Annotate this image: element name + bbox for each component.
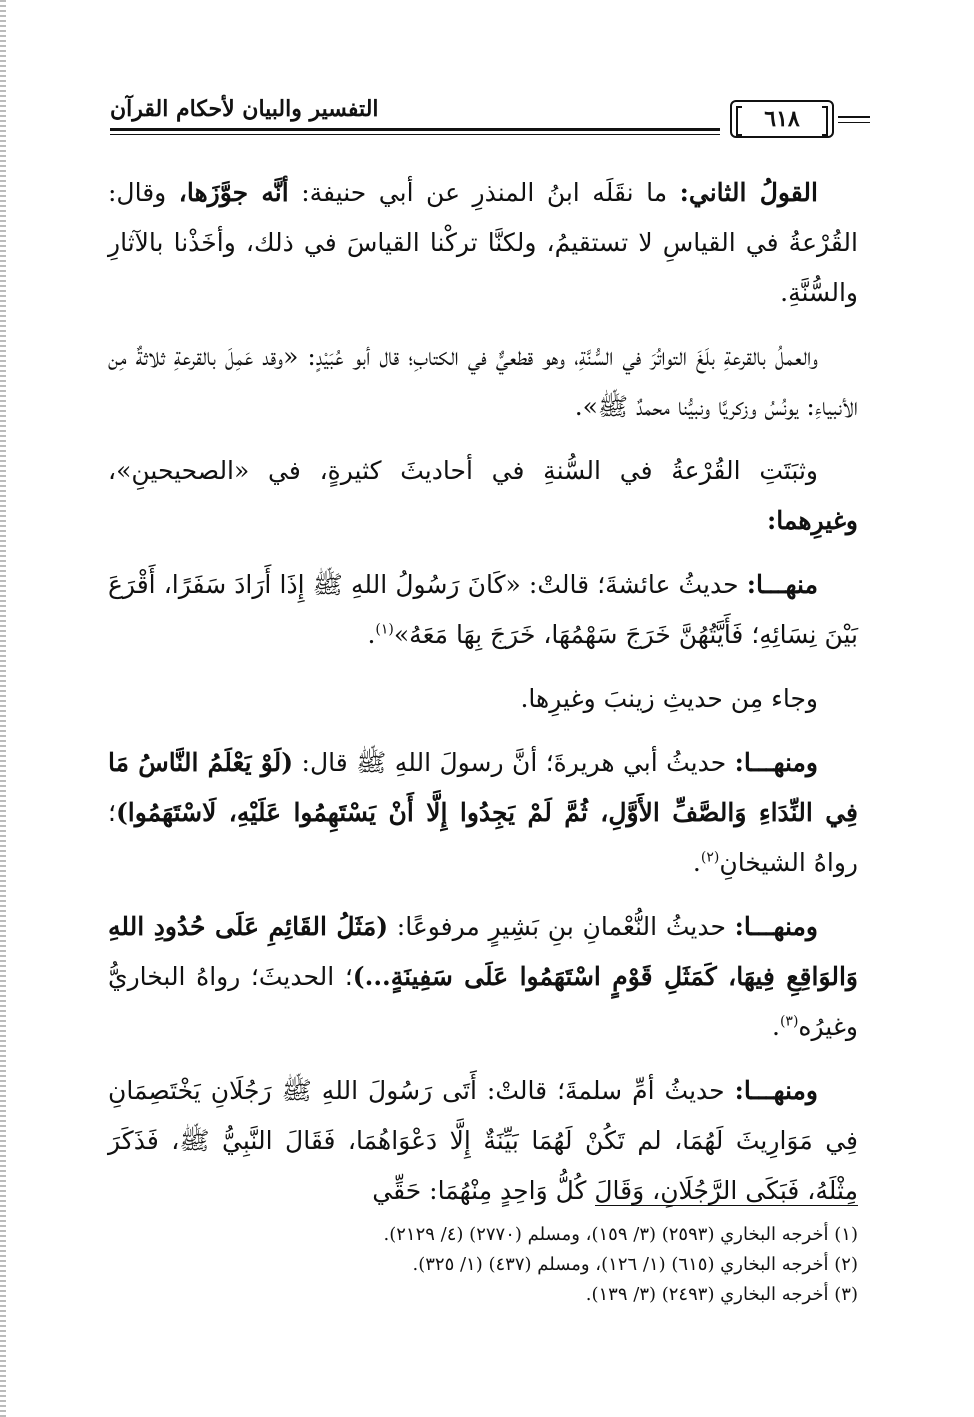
paragraph-bold: (لَوْ يَعْلَمُ النَّاسُ مَا فِي النِّدَاءِ وَالصَّفِّ الأَوَّلِ، ثُمَّ لَمْ يَجِدُوا إِلَّا أَنْ يَسْتَهِمُوا عَلَيْهِ، لَاسْتَهَمُوا) xyxy=(108,748,858,827)
paragraph-lead: ومنهـــا: xyxy=(734,912,818,941)
paragraph-bold: وغيرِهما: xyxy=(767,506,858,535)
paragraph-rest: ؛ رواهُ الشيخانِ xyxy=(108,798,858,877)
footnote-ref[interactable]: (١) xyxy=(375,621,394,638)
paragraph-rest: ؛ الحديثَ؛ رواهُ البخاريُّ وغيرُه xyxy=(108,962,858,1041)
paragraph-tail: . xyxy=(771,1012,780,1041)
paragraph xyxy=(108,902,858,1052)
paragraph xyxy=(108,674,858,724)
paragraph-text: حديثُ النُّعْمانِ بنِ بَشِيرٍ مرفوعًا: xyxy=(388,912,735,941)
paragraph-tail: . xyxy=(367,620,376,649)
header-rule-right-thin xyxy=(838,122,870,123)
paragraph-text: ما نقَلَه ابنُ المنذرِ عن أبي حنيفة: xyxy=(288,178,680,207)
paragraph-text: والعملُ بالقرعةِ بلَغَ التواتُرَ في السُّنَّةِ، وهو قطعيٌّ في الكتابِ؛ قال أبو عُبَيْدٍ: «وقد عَمِلَ بالقرعةِ ثلاثةٌ مِن الأنبياءِ: يونُسُ وزكريَّا ونبيُّنا محمدٌ ﷺ». xyxy=(108,342,858,421)
paragraph-bold: (مَثَلُ القَائِمِ عَلَى حُدُودِ اللهِ وَالوَاقِعِ فِيهَا، كَمَثَلِ قَوْمٍ اسْتَهَمُوا عَلَى سَفِينَةٍ...) xyxy=(108,912,858,991)
paragraph-text: حديثُ أبي هريرةَ؛ أنَّ رسولَ اللهِ ﷺ قال: xyxy=(293,748,735,777)
paragraph-text: وثبَتَتِ القُرْعةُ في السُّنةِ في أحاديثَ كثيرةٍ، في «الصحيحينِ»، xyxy=(108,456,818,485)
paragraph-text: وجاء مِن حديثِ زينبَ وغيرِها. xyxy=(520,684,818,713)
page-edge xyxy=(0,0,6,1417)
paragraph xyxy=(108,168,858,318)
header-rule-right xyxy=(838,116,870,118)
paragraph xyxy=(108,738,858,888)
paragraph-lead: ومنهـــا: xyxy=(734,748,819,777)
paragraph-lead: ومنهـــا: xyxy=(734,1076,818,1105)
footnote: (١) أخرجه البخاري (٢٥٩٣) (٣/ ١٥٩)، ومسلم (٢٧٧٠) (٤/ ٢١٢٩). xyxy=(383,1224,858,1245)
footnote-ref[interactable]: (٢) xyxy=(700,849,720,866)
footnote: (٣) أخرجه البخاري (٢٤٩٣) (٣/ ١٣٩). xyxy=(585,1284,858,1305)
paragraph xyxy=(108,332,858,432)
paragraph-text: حديثُ أمِّ سلمةَ؛ قالتْ: أَتَى رَسُولَ اللهِ ﷺ رَجُلَانِ يَخْتَصِمَانِ فِي مَوَارِيثَ لَهُمَا، لم تَكُنْ لَهُمَا بَيِّنَةٌ إِلَّا دَعْوَاهُمَا، فَقَالَ النَّبِيُّ ﷺ، فَذَكَرَ مِثْلَهُ، فَبَكَى الرَّجُلَانِ، وَقَالَ كُلُّ وَاحِدٍ مِنْهُمَا: حَقِّي xyxy=(108,1076,858,1205)
page-header xyxy=(100,90,870,150)
paragraph-tail: . xyxy=(692,848,701,877)
header-rule-thin xyxy=(110,134,720,135)
header-rule xyxy=(110,128,720,131)
paragraph-lead: منهـــا: xyxy=(746,570,818,599)
paragraph-bold: أنَّه جوَّزَها، xyxy=(178,178,289,207)
paragraph xyxy=(108,560,858,660)
page-number: ٦١٨ xyxy=(730,100,834,138)
footnote: (٢) أخرجه البخاري (٦١٥) (١/ ١٢٦)، ومسلم (٤٣٧) (١/ ٣٢٥). xyxy=(412,1254,858,1275)
footnote-separator xyxy=(595,1205,858,1206)
footnotes xyxy=(108,1220,858,1310)
running-title: التفسير والبيان لأحكام القرآن xyxy=(110,96,379,122)
paragraph xyxy=(108,1066,858,1216)
paragraph-text: حديثُ عائشةَ؛ قالتْ: «كَانَ رَسُولُ اللهِ ﷺ إِذَا أَرَادَ سَفَرًا، أَقْرَعَ بَيْنَ نِسَائِهِ؛ فَأَيَّتُهُنَّ خَرَجَ سَهْمُهَا، خَرَجَ بِهَا مَعَهُ» xyxy=(108,570,858,649)
paragraph-lead: القولُ الثاني: xyxy=(679,178,818,207)
paragraph-rest: وقال: القُرْعةُ في القياسِ لا تستقيمُ، ولكنَّا تركْنا القياسَ في ذلك، وأخَذْنا بالآثارِ والسُّنَّةِ. xyxy=(108,178,858,307)
footnote-ref[interactable]: (٣) xyxy=(779,1013,799,1030)
paragraph xyxy=(108,446,858,546)
body-text xyxy=(108,168,858,1230)
